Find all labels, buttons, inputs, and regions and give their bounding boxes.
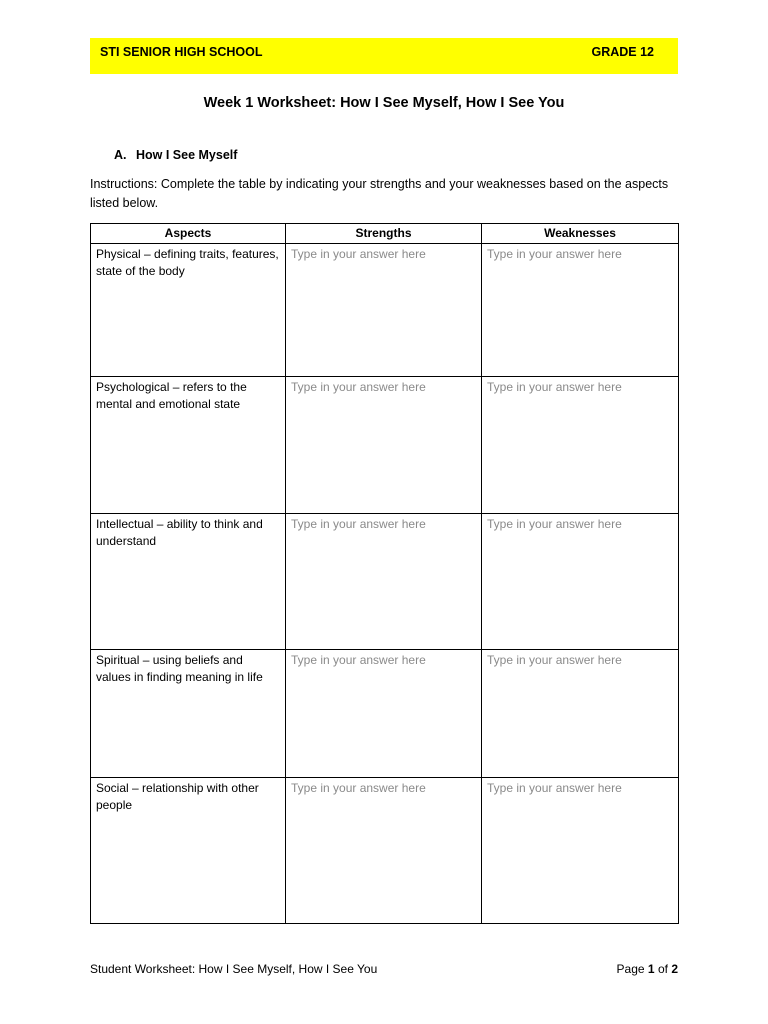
weakness-answer-field[interactable]: Type in your answer here [482,650,679,778]
strength-answer-field[interactable]: Type in your answer here [286,514,482,650]
worksheet-title: Week 1 Worksheet: How I See Myself, How I See You [203,95,565,111]
weakness-answer-field[interactable]: Type in your answer here [482,244,679,377]
header-band [90,38,678,74]
page-of: of [657,962,668,976]
column-header-strengths: Strengths [286,224,482,244]
page-number [617,962,678,976]
strength-answer-field[interactable]: Type in your answer here [286,377,482,514]
table-row-spiritual [91,650,679,778]
page-current: 1 [647,962,655,976]
aspect-cell: Physical – defining traits, features, state of the body [91,244,286,377]
page-total: 2 [671,962,678,976]
school-name: STI SENIOR HIGH SCHOOL [100,45,263,59]
table-row-physical [91,244,679,377]
section-heading [114,148,237,162]
page-word: Page [616,962,645,976]
strength-answer-field[interactable]: Type in your answer here [286,244,482,377]
table-header-row [91,224,679,244]
weakness-answer-field[interactable]: Type in your answer here [482,778,679,924]
table-row-psychological [91,377,679,514]
instructions-text: Instructions: Complete the table by indicating your strengths and your weaknesses based on the aspects listed below. [90,177,669,210]
column-header-weaknesses: Weaknesses [482,224,679,244]
section-heading-text: How I See Myself [136,148,238,162]
grade-label: GRADE 12 [591,45,654,59]
aspect-cell: Psychological – refers to the mental and emotional state [91,377,286,514]
strength-answer-field[interactable]: Type in your answer here [286,778,482,924]
section-letter: A. [114,148,127,162]
table-row-social [91,778,679,924]
aspect-cell: Intellectual – ability to think and understand [91,514,286,650]
aspect-cell: Spiritual – using beliefs and values in finding meaning in life [91,650,286,778]
strength-answer-field[interactable]: Type in your answer here [286,650,482,778]
weakness-answer-field[interactable]: Type in your answer here [482,514,679,650]
footer-title: Student Worksheet: How I See Myself, How I See You [90,962,378,976]
aspects-table [90,223,679,924]
column-header-aspects: Aspects [91,224,286,244]
weakness-answer-field[interactable]: Type in your answer here [482,377,679,514]
aspect-cell: Social – relationship with other people [91,778,286,924]
table-row-intellectual [91,514,679,650]
